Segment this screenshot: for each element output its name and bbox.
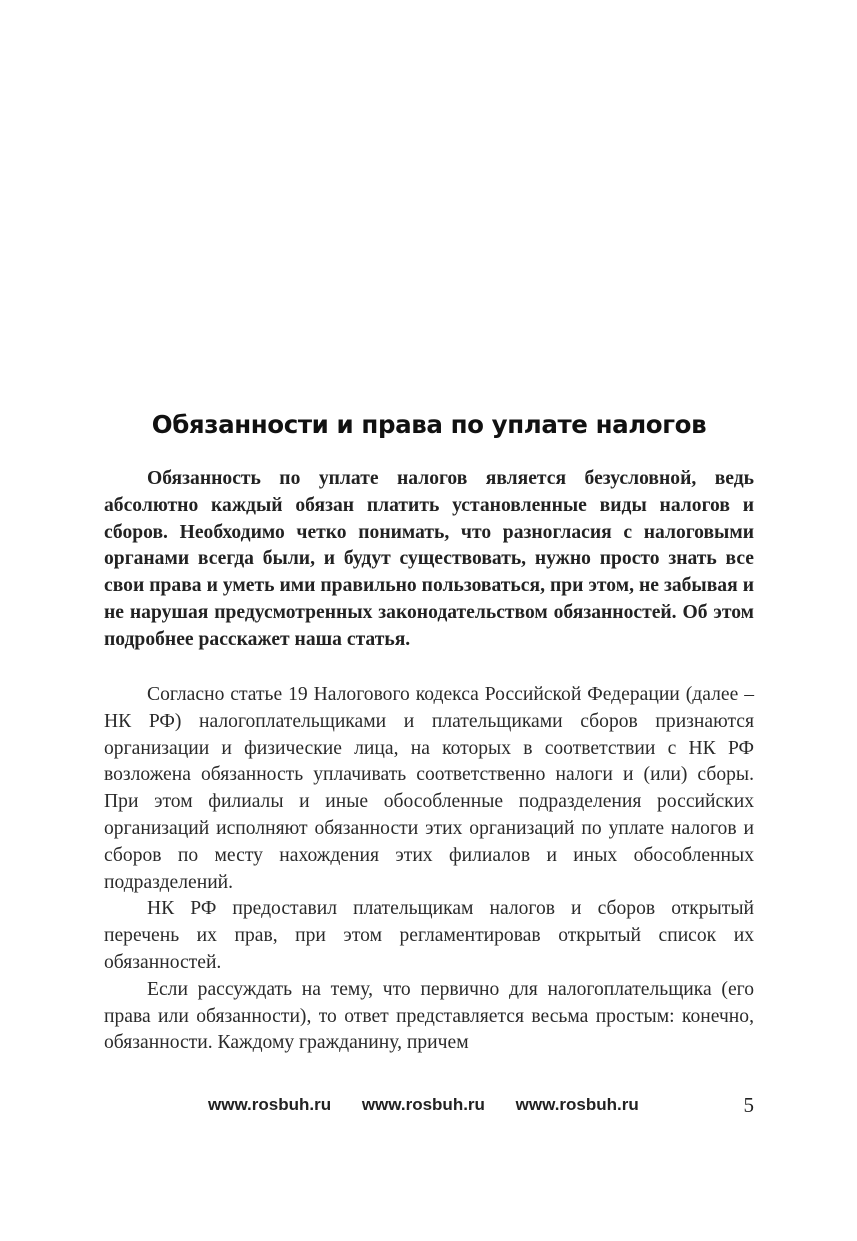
page-number: 5: [743, 1093, 754, 1117]
body-paragraph-2: НК РФ предоставил плательщикам налогов и сборов открытый перечень их прав, при этом регламентировав открытый список их обязанностей.: [104, 898, 754, 973]
lead-text: Обязанность по уплате налогов является безусловной, ведь абсолютно каждый обязан платить установленные виды налогов и сборов. Необходимо четко понимать, что разногласия с налоговыми органами всегда были, и будут существовать, нужно просто знать все свои права и уметь ими правильно пользоваться, при этом, не забывая и не нарушая предусмотренных законодательством обязанностей. Об этом подробнее расскажет наша статья.: [104, 468, 754, 650]
page-title: Обязанности и права по уплате налогов: [151, 410, 707, 439]
footer-links: [208, 1092, 639, 1118]
article-body: [104, 682, 754, 1057]
body-paragraph-1: Согласно статье 19 Налогового кодекса Российской Федерации (далее – НК РФ) налогоплательщиками и плательщиками сборов признаются организации и физические лица, на которых в соответствии с НК РФ возложена обязанность уплачивать соответственно налоги и (или) сборы. При этом филиалы и иные обособленные подразделения российских организаций исполняют обязанности этих организаций по уплате налогов и сборов по месту нахождения этих филиалов и иных обособленных подразделений.: [104, 684, 754, 893]
page-footer: [104, 1092, 754, 1118]
body-paragraph-3: Если рассуждать на тему, что первично для налогоплательщика (его права или обязанности), то ответ представляется весьма простым: конечно, обязанности. Каждому гражданину, причем: [104, 978, 754, 1054]
footer-link-1[interactable]: www.rosbuh.ru: [208, 1095, 332, 1114]
lead-paragraph: [104, 466, 754, 654]
footer-link-3[interactable]: www.rosbuh.ru: [515, 1095, 639, 1114]
footer-link-2[interactable]: www.rosbuh.ru: [361, 1095, 485, 1114]
